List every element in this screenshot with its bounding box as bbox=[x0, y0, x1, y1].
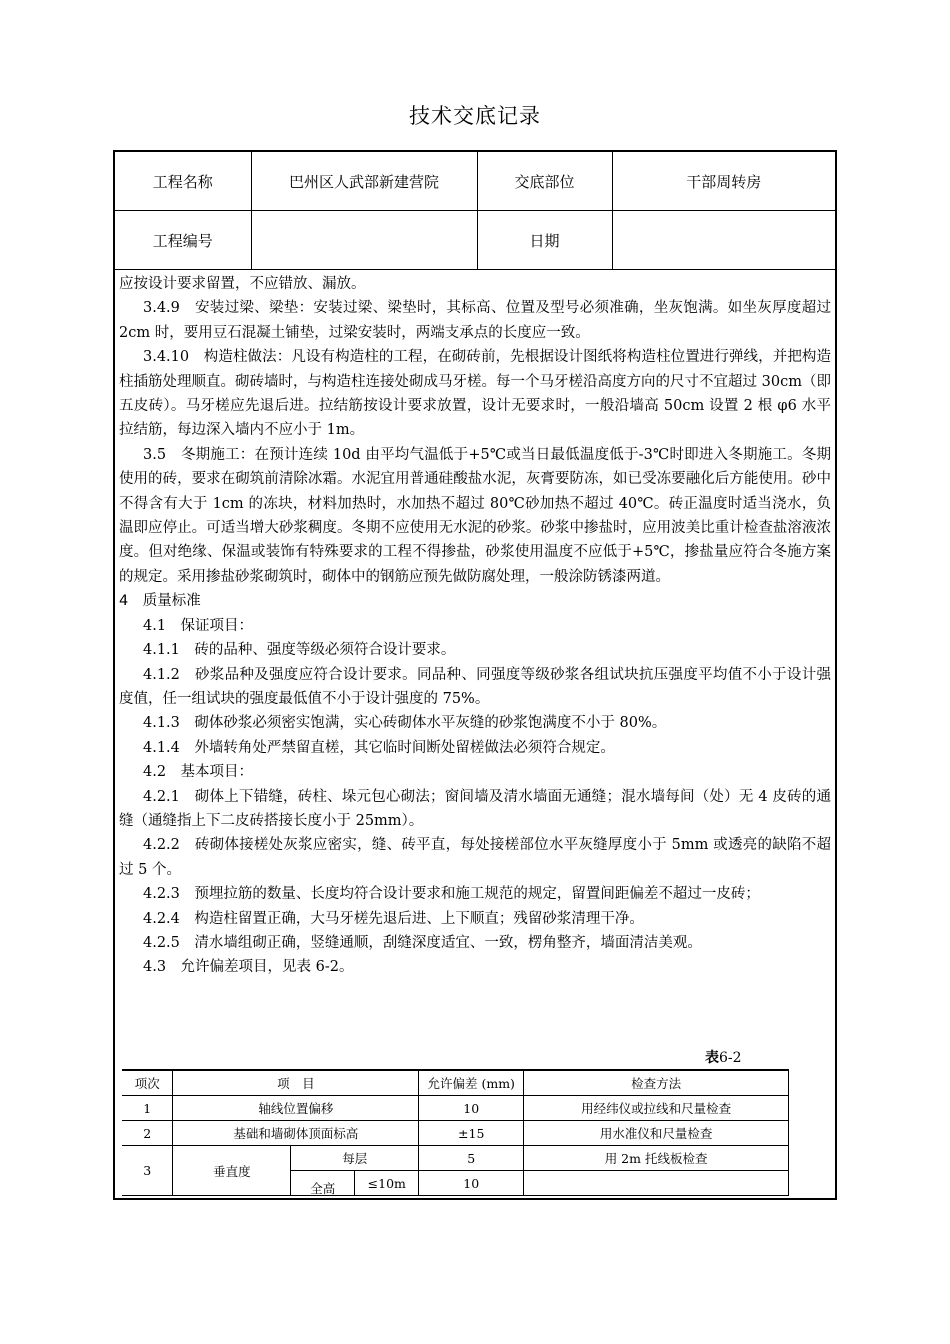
paragraph: 4.3 允许偏差项目，见表 6-2。 bbox=[143, 959, 354, 976]
page-title: 技术交底记录 bbox=[409, 104, 541, 128]
paragraph: 4.2 基本项目： bbox=[143, 764, 254, 781]
paragraph: 4.2.3 预埋拉筋的数量、长度均符合设计要求和施工规范的规定，留置间距偏差不超过一皮砖； bbox=[143, 886, 760, 903]
table-caption: 表6-2 bbox=[705, 1050, 742, 1066]
paragraph: 4.1.4 外墙转角处严禁留直槎，其它临时间断处留槎做法必须符合规定。 bbox=[143, 739, 615, 756]
project-name-value: 巴州区人武部新建营院 bbox=[251, 152, 477, 211]
paragraph: 3.4.9 安装过梁、梁垫：安装过梁、梁垫时，其标高、位置及型号必须准确，坐灰饱满。如坐灰厚度超过 2cm 时，要用豆石混凝土铺垫，过梁安装时，两端支承点的长度应一致。 bbox=[119, 300, 831, 341]
paragraph: 3.5 冬期施工：在预计连续 10d 由平均气温低于+5℃或当日最低温度低于-3℃时即进入冬期施工。冬期使用的砖，要求在砌筑前清除冰霜。水泥宜用普通硅酸盐水泥，灰膏要防冻，如已受冻要融化后方能使用。砂中不得含有大于 1cm 的冻块，材料加热时，水加热不超过 80℃砂加热不超过 40℃。砖正温度时适当浇水，负温即应停止。可适当增大砂浆稠度。冬期不应使用无水泥的砂浆。砂浆中掺盐时，应用波美比重计检查盐溶液浓度。但对绝缘、保温或装饰有特殊要求的工程不得掺盐，砂浆使用温度不应低于+5℃，掺盐量应符合冬施方案的规定。采用掺盐砂浆砌筑时，砌体中的钢筋应预先做防腐处理，一般涂防锈漆两道。 bbox=[119, 446, 831, 585]
date-value bbox=[612, 211, 835, 270]
paragraph: 4.2.1 砌体上下错缝，砖柱、垛元包心砌法；窗间墙及清水墙面无通缝；混水墙每间（处）无 4 皮砖的通缝（通缝指上下二皮砖搭接长度小于 25mm）。 bbox=[119, 788, 831, 829]
project-name-label: 工程名称 bbox=[115, 152, 251, 211]
col-header-no: 项次 bbox=[122, 1070, 173, 1096]
record-frame bbox=[113, 150, 837, 1200]
col-header-item: 项 目 bbox=[173, 1070, 419, 1096]
paragraph: 4.1.1 砖的品种、强度等级必须符合设计要求。 bbox=[143, 642, 456, 659]
paragraph: 4.1.2 砂浆品种及强度应符合设计要求。同品种、同强度等级砂浆各组试块抗压强度平均值不小于设计强度值，任一组试块的强度最低值不小于设计强度的 75%。 bbox=[119, 666, 831, 707]
paragraph: 4.1.3 砌体砂浆必须密实饱满，实心砖砌体水平灰缝的砂浆饱满度不小于 80%。 bbox=[143, 715, 667, 732]
project-no-label: 工程编号 bbox=[115, 211, 251, 270]
paragraph: 4.1 保证项目： bbox=[143, 617, 254, 634]
deviation-table bbox=[122, 1069, 789, 1196]
table-row: 3 垂直度 每层 5 用 2m 托线板检查 bbox=[122, 1146, 789, 1171]
paragraph: 3.4.10 构造柱做法：凡设有构造柱的工程，在砌砖前，先根据设计图纸将构造柱位置进行弹线，并把构造柱插筋处理顺直。砌砖墙时，与构造柱连接处砌成马牙槎。每一个马牙槎沿高度方向的尺寸不宜超过 30cm（即五皮砖）。马牙槎应先退后进。拉结筋按设计要求放置，设计无要求时，一般沿墙高 50cm 设置 2 根 φ6 水平拉结筋，每边深入墙内不应小于 1m。 bbox=[119, 349, 831, 439]
header-table bbox=[115, 152, 835, 270]
col-header-method: 检查方法 bbox=[524, 1070, 789, 1096]
paragraph: 4.2.5 清水墙组砌正确，竖缝通顺，刮缝深度适宜、一致，楞角整齐，墙面清洁美观。 bbox=[143, 934, 702, 951]
paragraph: 4.2.2 砖砌体接槎处灰浆应密实，缝、砖平直，每处接槎部位水平灰缝厚度小于 5mm 或透亮的缺陷不超过 5 个。 bbox=[119, 837, 831, 878]
date-label: 日期 bbox=[477, 211, 612, 270]
table-row: 1 轴线位置偏移 10 用经纬仪或拉线和尺量检查 bbox=[122, 1096, 789, 1121]
part-label: 交底部位 bbox=[477, 152, 612, 211]
table-row: 全高 ≤10m 10 bbox=[122, 1171, 789, 1196]
paragraph: 应按设计要求留置，不应错放、漏放。 bbox=[119, 276, 366, 292]
paragraph: 4.2.4 构造柱留置正确，大马牙槎先退后进、上下顺直；残留砂浆清理干净。 bbox=[143, 910, 644, 927]
part-value: 干部周转房 bbox=[612, 152, 835, 211]
table-row: 2 基础和墙砌体顶面标高 ±15 用水准仪和尺量检查 bbox=[122, 1121, 789, 1146]
section-heading: 4 质量标准 bbox=[119, 593, 201, 610]
col-header-tolerance: 允许偏差 (mm) bbox=[419, 1070, 524, 1096]
body-text bbox=[119, 272, 831, 980]
project-no-value bbox=[251, 211, 477, 270]
